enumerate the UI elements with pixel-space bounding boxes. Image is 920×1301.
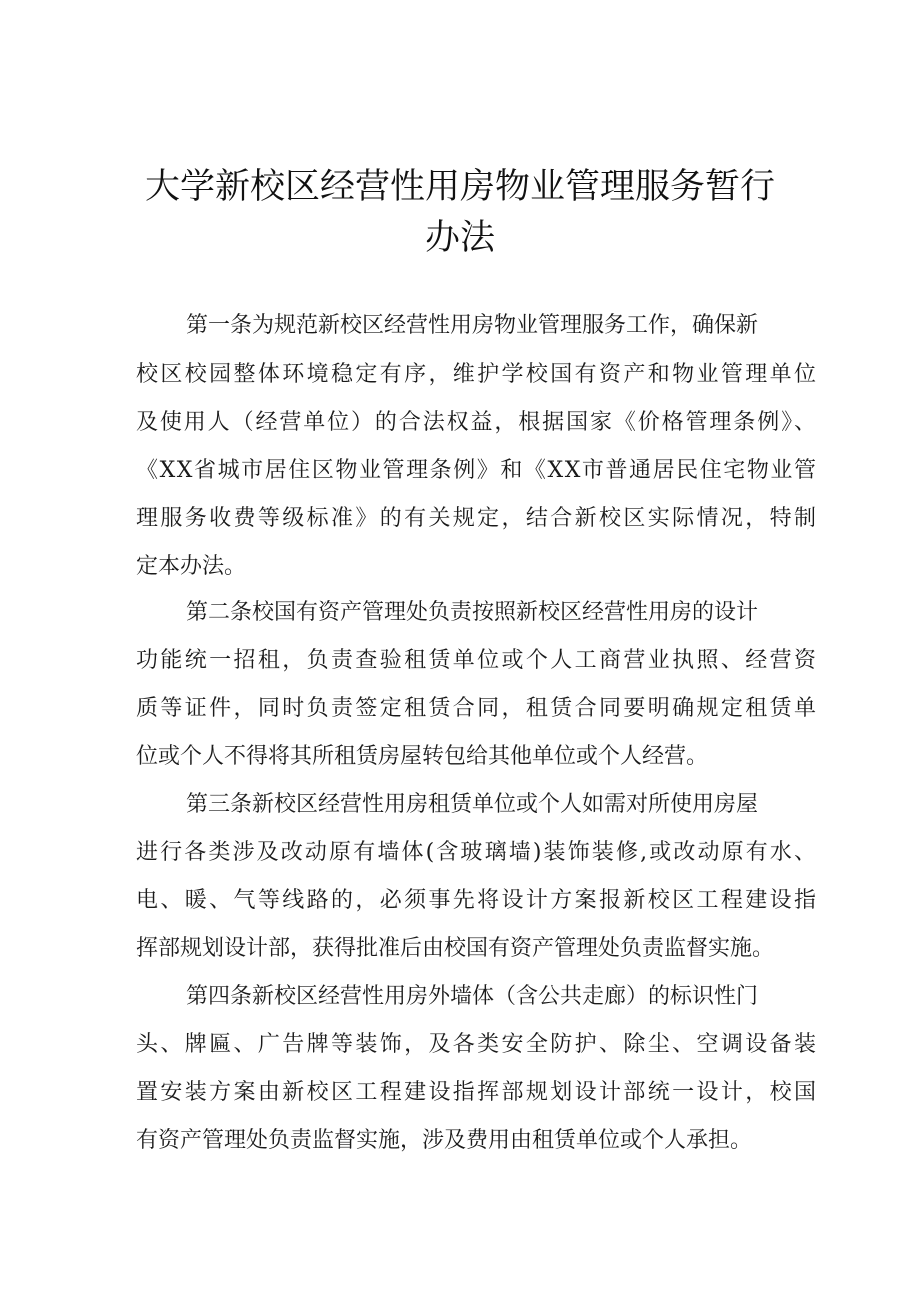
article-4-line-3: 置安装方案由新校区工程建设指挥部规划设计部统一设计，校国: [136, 1080, 819, 1105]
article-3-line-2: 进行各类涉及改动原有墙体(含玻璃墙)装饰装修,或改动原有水、: [136, 840, 819, 865]
article-2-line-1: 第二条校国有资产管理处负责按照新校区经营性用房的设计: [186, 600, 759, 625]
article-4-line-2: 头、牌匾、广告牌等装饰，及各类安全防护、除尘、空调设备装: [136, 1032, 819, 1057]
article-1-line-4: 《XX省城市居住区物业管理条例》和《XX市普通居民住宅物业管: [136, 458, 818, 483]
article-2-line-4: 位或个人不得将其所租赁房屋转包给其他单位或个人经营。: [136, 744, 709, 769]
article-1-line-3: 及使用人（经营单位）的合法权益，根据国家《价格管理条例》、: [136, 410, 818, 435]
document-title-line-2: 办法: [424, 218, 495, 258]
article-4-line-4: 有资产管理处负责监督实施，涉及费用由租赁单位或个人承担。: [136, 1128, 753, 1153]
article-2-line-3: 质等证件，同时负责签定租赁合同，租赁合同要明确规定租赁单: [136, 696, 819, 721]
article-3-line-4: 挥部规划设计部，获得批准后由校国有资产管理处负责监督实施。: [136, 936, 775, 961]
article-3-line-1: 第三条新校区经营性用房租赁单位或个人如需对所使用房屋: [186, 792, 759, 817]
document-title-line-1: 大学新校区经营性用房物业管理服务暂行: [144, 167, 775, 207]
article-1-line-1: 第一条为规范新校区经营性用房物业管理服务工作，确保新: [186, 313, 759, 338]
article-1-line-6: 定本办法。: [136, 554, 247, 579]
article-1-line-2: 校区校园整体环境稳定有序，维护学校国有资产和物业管理单位: [136, 362, 819, 387]
article-1-line-5: 理服务收费等级标准》的有关规定，结合新校区实际情况，特制: [136, 506, 819, 531]
article-3-line-3: 电、暖、气等线路的，必须事先将设计方案报新校区工程建设指: [136, 888, 819, 913]
article-4-line-1: 第四条新校区经营性用房外墙体（含公共走廊）的标识性门: [186, 984, 759, 1009]
article-2-line-2: 功能统一招租，负责查验租赁单位或个人工商营业执照、经营资: [136, 648, 819, 673]
